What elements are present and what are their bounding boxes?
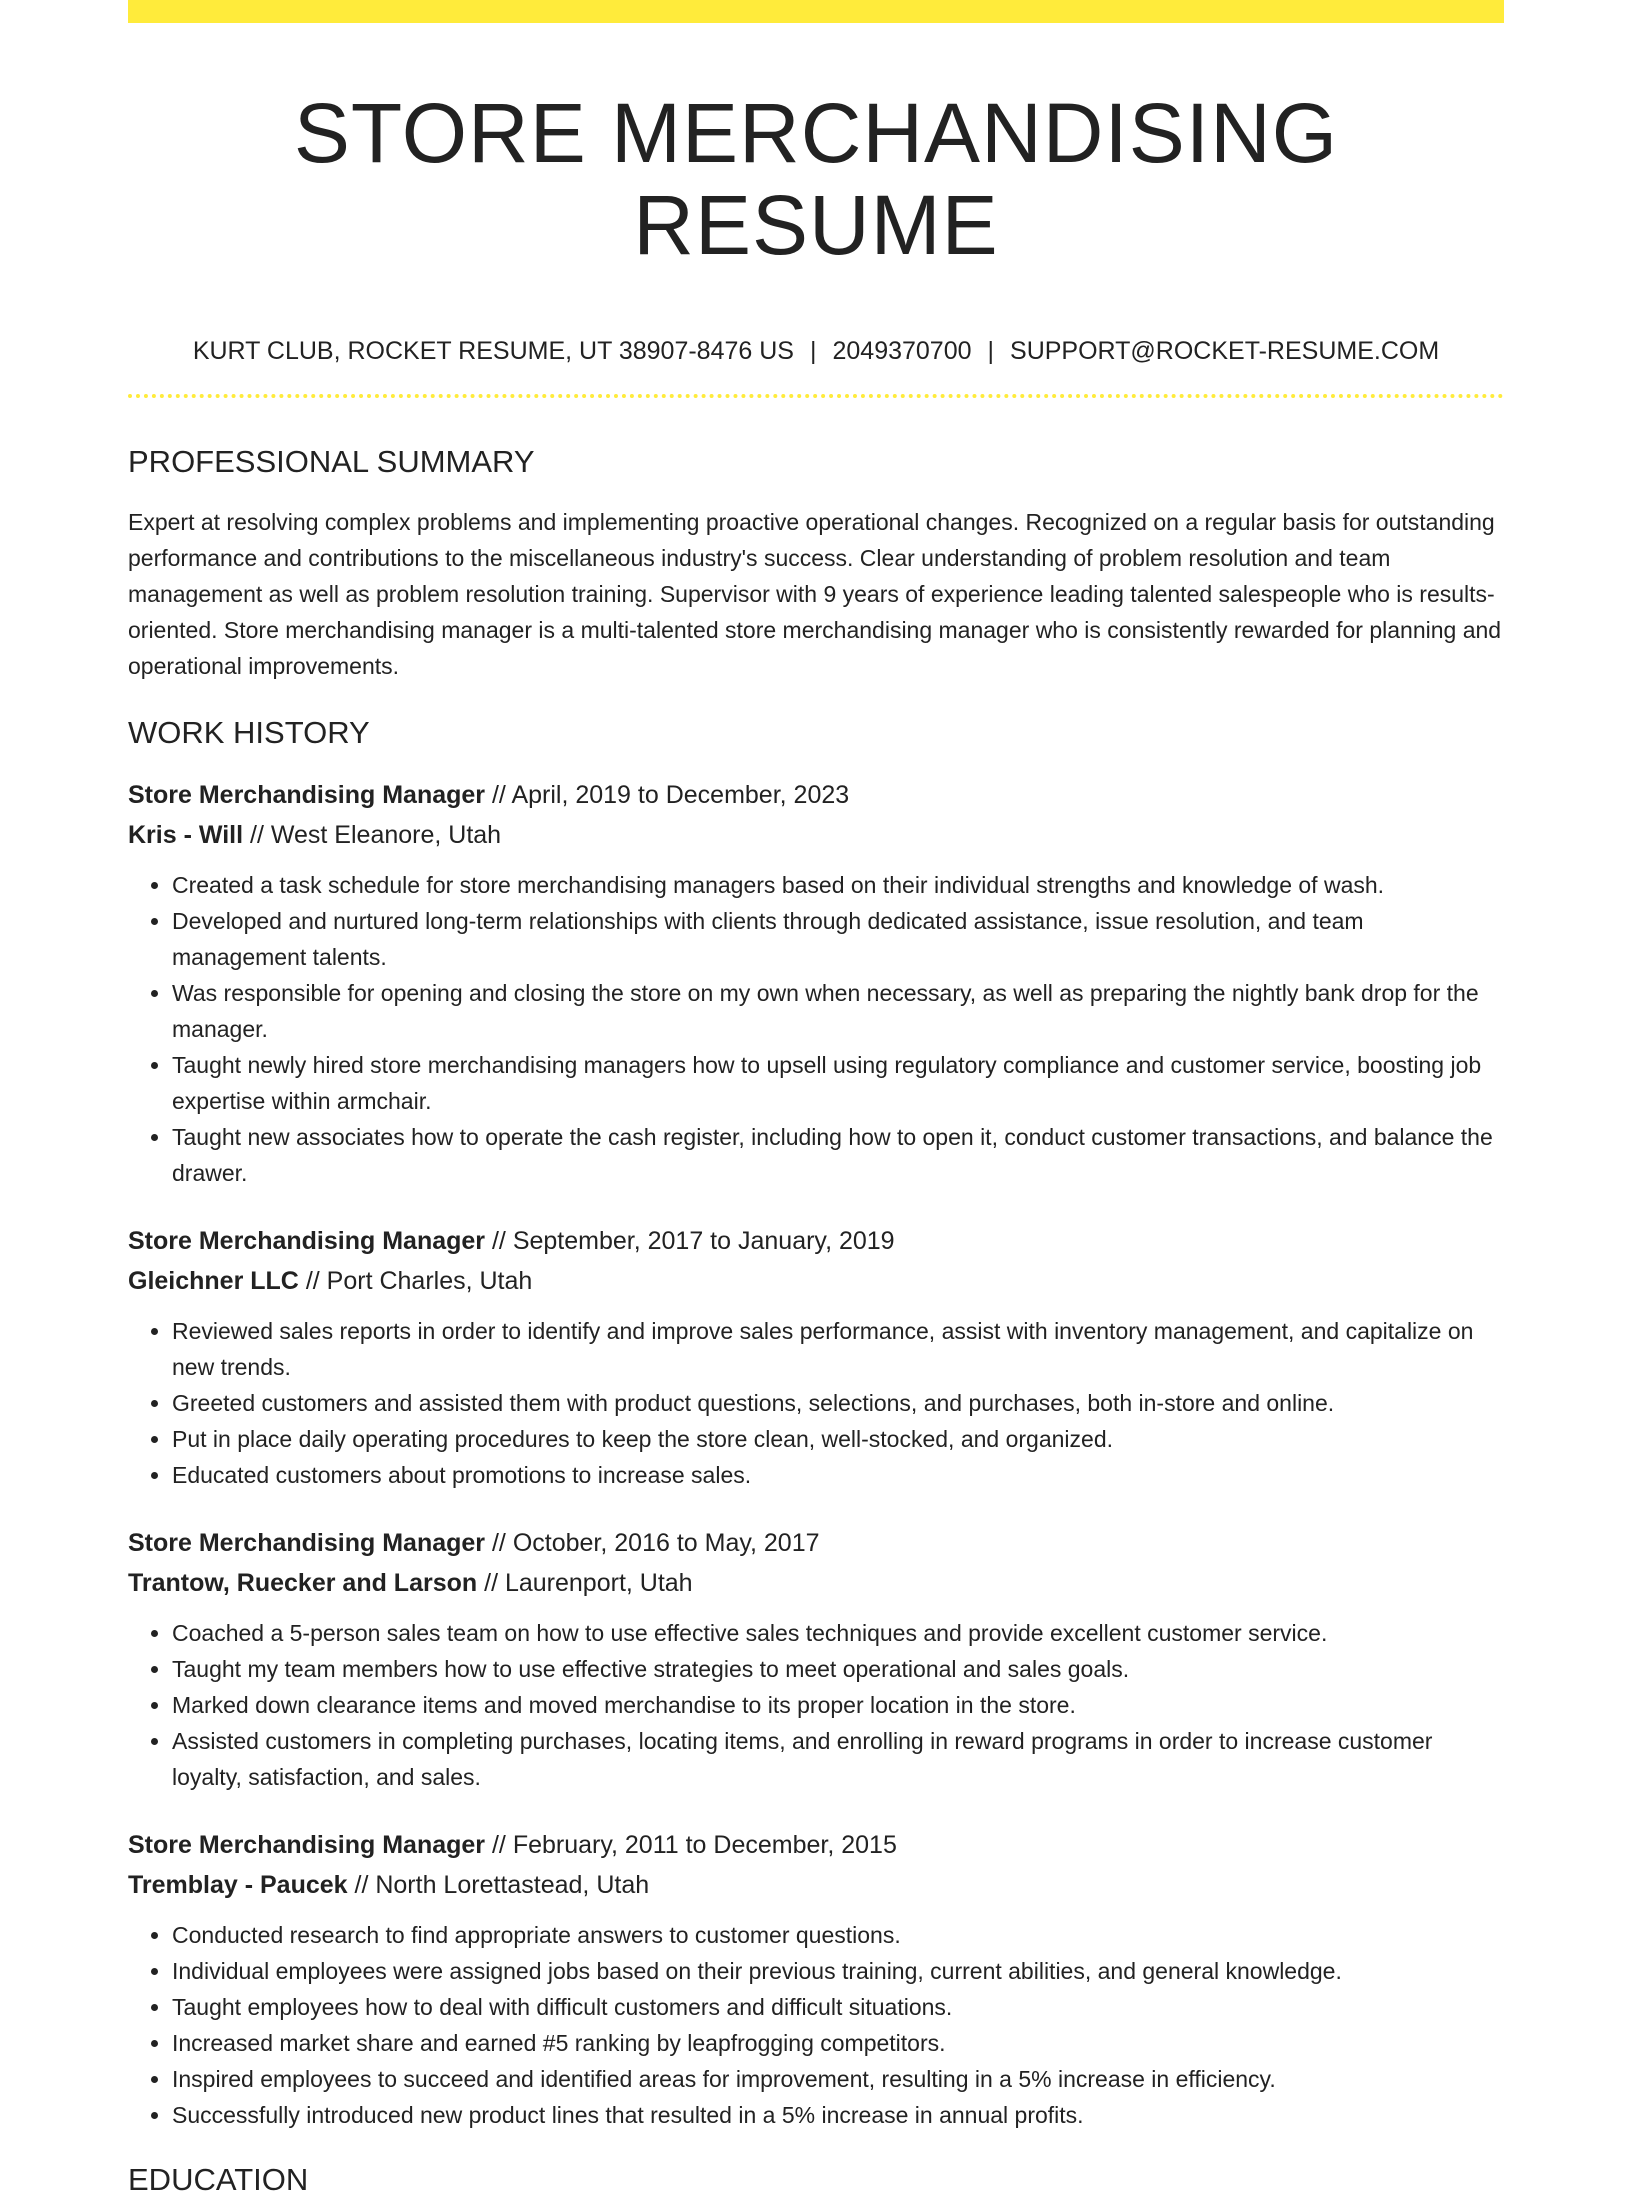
job-company-line [128,1865,1504,1905]
job-bullet: • Individual employees were assigned jobs based on their previous training, current abilities, and general knowledge. [172,1953,1504,1989]
job-bullet: • Assisted customers in completing purchases, locating items, and enrolling in reward programs in order to increase customer loyalty, satisfaction, and sales. [172,1723,1504,1795]
job-bullet: • Coached a 5-person sales team on how to use effective sales techniques and provide excellent customer service. [172,1615,1504,1651]
job-title-line [128,775,1504,815]
job-bullet: • Inspired employees to succeed and identified areas for improvement, resulting in a 5% increase in efficiency. [172,2061,1504,2097]
job-location: // Laurenport, Utah [484,1569,693,1598]
job-title-line [128,1221,1504,1261]
contact-line [128,336,1504,366]
contact-email: SUPPORT@ROCKET-RESUME.COM [1010,336,1440,365]
job-dates: // October, 2016 to May, 2017 [491,1529,820,1558]
job-company: Trantow, Ruecker and Larson [128,1569,478,1598]
job-company-line [128,815,1504,855]
job-bullets [128,1313,1504,1493]
contact-separator: | [809,336,817,365]
job-bullet: • Increased market share and earned #5 ranking by leapfrogging competitors. [172,2025,1504,2061]
job-entry [128,775,1504,1191]
job-company: Tremblay - Paucek [128,1871,348,1900]
job-bullet: • Taught newly hired store merchandising managers how to upsell using regulatory compliance and customer service, boosting job expertise within armchair. [172,1047,1504,1119]
job-dates: // April, 2019 to December, 2023 [491,781,850,810]
job-location: // Port Charles, Utah [305,1267,533,1296]
job-bullet: • Conducted research to find appropriate answers to customer questions. [172,1917,1504,1953]
job-bullet: • Created a task schedule for store merchandising managers based on their individual strengths and knowledge of wash. [172,867,1504,903]
job-title-line [128,1825,1504,1865]
work-history-heading: WORK HISTORY [128,714,370,750]
job-location: // West Eleanore, Utah [250,821,502,850]
job-company-line [128,1563,1504,1603]
job-company: Gleichner LLC [128,1267,299,1296]
job-bullet: • Taught employees how to deal with difficult customers and difficult situations. [172,1989,1504,2025]
summary-heading: PROFESSIONAL SUMMARY [128,443,535,479]
job-role: Store Merchandising Manager [128,781,486,810]
job-bullet: • Greeted customers and assisted them with product questions, selections, and purchases, both in-store and online. [172,1385,1504,1421]
job-bullet: • Was responsible for opening and closing the store on my own when necessary, as well as preparing the nightly bank drop for the manager. [172,975,1504,1047]
job-bullet: • Taught my team members how to use effective strategies to meet operational and sales goals. [172,1651,1504,1687]
job-bullets [128,1615,1504,1795]
job-role: Store Merchandising Manager [128,1831,486,1860]
dotted-divider [128,394,1504,398]
job-company-line [128,1261,1504,1301]
job-entry [128,1825,1504,2133]
education-heading: EDUCATION [128,2162,309,2198]
job-bullet: • Educated customers about promotions to increase sales. [172,1457,1504,1493]
job-bullets [128,1917,1504,2133]
resume-page [128,0,1504,2198]
job-bullets [128,867,1504,1191]
job-role: Store Merchandising Manager [128,1227,486,1256]
job-title-line [128,1523,1504,1563]
job-role: Store Merchandising Manager [128,1529,486,1558]
job-entry [128,1523,1504,1795]
job-bullet: • Reviewed sales reports in order to identify and improve sales performance, assist with inventory management, and capitalize on new trends. [172,1313,1504,1385]
contact-address: KURT CLUB, ROCKET RESUME, UT 38907-8476 US [192,336,794,365]
job-entry [128,1221,1504,1493]
job-dates: // September, 2017 to January, 2019 [491,1227,895,1256]
job-location: // North Lorettastead, Utah [354,1871,650,1900]
job-bullet: • Successfully introduced new product lines that resulted in a 5% increase in annual profits. [172,2097,1504,2133]
job-company: Kris - Will [128,821,244,850]
contact-phone: 2049370700 [832,336,972,365]
job-dates: // February, 2011 to December, 2015 [491,1831,897,1860]
job-bullet: • Developed and nurtured long-term relationships with clients through dedicated assistance, issue resolution, and team management talents. [172,903,1504,975]
top-accent-bar [128,0,1504,23]
job-bullet: • Marked down clearance items and moved merchandise to its proper location in the store. [172,1687,1504,1723]
job-bullet: • Put in place daily operating procedures to keep the store clean, well-stocked, and organized. [172,1421,1504,1457]
contact-separator: | [987,336,995,365]
resume-title: STORE MERCHANDISING RESUME [293,86,1339,273]
job-bullet: • Taught new associates how to operate the cash register, including how to open it, conduct customer transactions, and balance the drawer. [172,1119,1504,1191]
summary-text: Expert at resolving complex problems and implementing proactive operational changes. Recognized on a regular basis for outstanding performance and contributions to the miscellaneous industry's success. Clear understanding of problem resolution and team management as well as problem resolution training. Supervisor with 9 years of experience leading talented salespeople who is results-oriented. Store merchandising manager is a multi-talented store merchandising manager who is consistently rewarded for planning and operational improvements. [128,508,1502,679]
